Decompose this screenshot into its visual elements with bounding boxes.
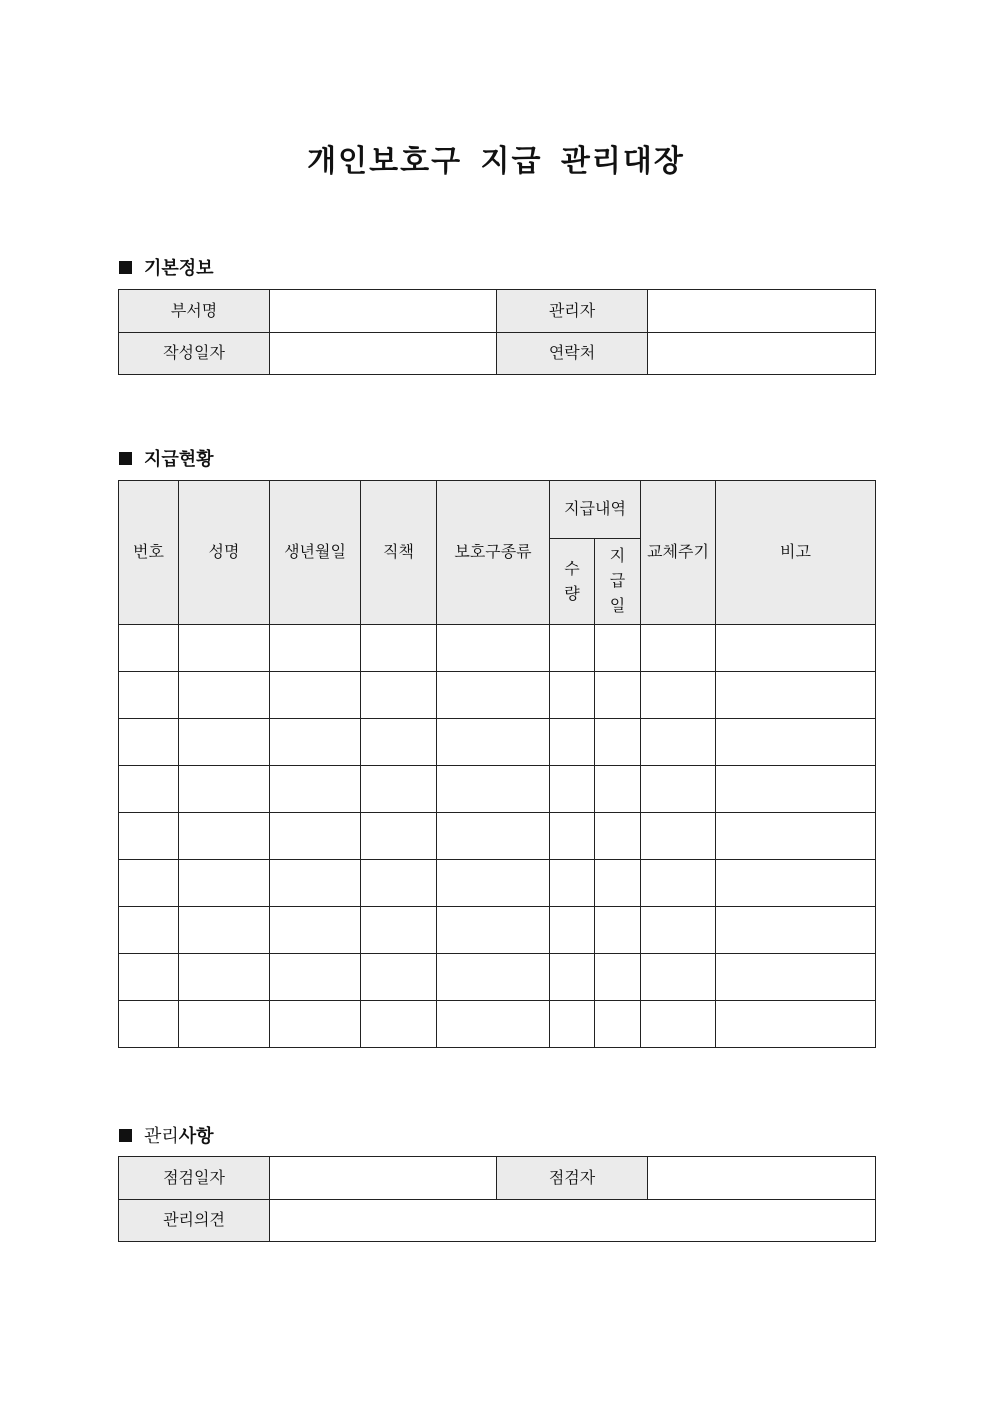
table-cell[interactable] (361, 672, 437, 719)
table-cell[interactable] (179, 1001, 270, 1048)
table-cell[interactable] (179, 907, 270, 954)
inspector-field[interactable] (648, 1157, 876, 1200)
table-cell[interactable] (595, 907, 641, 954)
table-cell[interactable] (361, 766, 437, 813)
table-cell[interactable] (437, 719, 550, 766)
table-cell[interactable] (550, 813, 595, 860)
table-cell[interactable] (179, 954, 270, 1001)
opinion-field[interactable] (270, 1200, 876, 1242)
table-cell[interactable] (716, 719, 876, 766)
table-cell[interactable] (595, 719, 641, 766)
col-birth: 생년월일 (270, 481, 361, 625)
table-cell[interactable] (716, 954, 876, 1001)
basic-info-table (118, 289, 876, 375)
square-bullet-icon (119, 1129, 132, 1142)
table-cell[interactable] (595, 672, 641, 719)
table-row (119, 625, 876, 672)
table-cell[interactable] (270, 1001, 361, 1048)
table-cell[interactable] (361, 719, 437, 766)
table-cell[interactable] (270, 672, 361, 719)
table-cell[interactable] (595, 766, 641, 813)
table-cell[interactable] (119, 813, 179, 860)
table-row (119, 954, 876, 1001)
table-cell[interactable] (119, 860, 179, 907)
supply-heading (119, 445, 214, 471)
table-cell[interactable] (119, 719, 179, 766)
basic-info-heading-text: 기본정보 (144, 258, 214, 279)
table-cell[interactable] (641, 766, 716, 813)
square-bullet-icon (119, 452, 132, 465)
table-cell[interactable] (641, 1001, 716, 1048)
dept-label: 부서명 (119, 290, 270, 333)
table-cell[interactable] (179, 625, 270, 672)
col-qty-text: 수량 (564, 558, 580, 603)
table-cell[interactable] (437, 954, 550, 1001)
table-cell[interactable] (641, 860, 716, 907)
supply-heading-text: 지급현황 (144, 449, 214, 470)
table-row (119, 1001, 876, 1048)
table-cell[interactable] (119, 625, 179, 672)
contact-field[interactable] (648, 333, 876, 375)
table-cell[interactable] (361, 907, 437, 954)
table-cell[interactable] (361, 1001, 437, 1048)
table-cell[interactable] (437, 672, 550, 719)
table-cell[interactable] (437, 907, 550, 954)
table-cell[interactable] (716, 813, 876, 860)
table-cell[interactable] (641, 625, 716, 672)
table-cell[interactable] (595, 813, 641, 860)
check-date-label: 점검일자 (119, 1157, 270, 1200)
table-cell[interactable] (437, 625, 550, 672)
col-name: 성명 (179, 481, 270, 625)
table-cell[interactable] (270, 719, 361, 766)
management-heading (119, 1122, 214, 1148)
table-cell[interactable] (595, 1001, 641, 1048)
table-cell[interactable] (550, 672, 595, 719)
table-cell[interactable] (179, 672, 270, 719)
page-title: 개인보호구 지급 관리대장 (307, 144, 685, 179)
table-cell[interactable] (550, 907, 595, 954)
table-cell[interactable] (716, 672, 876, 719)
table-cell[interactable] (550, 766, 595, 813)
management-heading-text-1: 관리 (144, 1126, 179, 1147)
table-row (119, 766, 876, 813)
table-cell[interactable] (437, 1001, 550, 1048)
opinion-label: 관리의견 (119, 1200, 270, 1242)
table-row (119, 672, 876, 719)
table-cell[interactable] (270, 766, 361, 813)
table-cell[interactable] (595, 625, 641, 672)
col-equip-type: 보호구종류 (437, 481, 550, 625)
table-cell[interactable] (179, 766, 270, 813)
table-cell[interactable] (641, 954, 716, 1001)
table-cell[interactable] (437, 860, 550, 907)
table-cell[interactable] (270, 954, 361, 1001)
col-no: 번호 (119, 481, 179, 625)
table-cell[interactable] (595, 954, 641, 1001)
table-cell[interactable] (361, 954, 437, 1001)
table-cell[interactable] (119, 907, 179, 954)
table-cell[interactable] (270, 813, 361, 860)
basic-info-heading (119, 254, 214, 280)
date-label: 작성일자 (119, 333, 270, 375)
table-cell[interactable] (716, 625, 876, 672)
square-bullet-icon (119, 261, 132, 274)
table-row (119, 719, 876, 766)
table-cell[interactable] (179, 860, 270, 907)
table-cell[interactable] (179, 813, 270, 860)
table-cell[interactable] (641, 813, 716, 860)
table-cell[interactable] (716, 1001, 876, 1048)
supply-table (118, 480, 876, 1048)
table-cell[interactable] (119, 1001, 179, 1048)
col-cycle: 교체주기 (641, 481, 716, 625)
inspector-label: 점검자 (497, 1157, 648, 1200)
table-cell[interactable] (550, 719, 595, 766)
management-table (118, 1156, 876, 1242)
table-cell[interactable] (179, 719, 270, 766)
table-cell[interactable] (641, 907, 716, 954)
table-cell[interactable] (437, 813, 550, 860)
table-cell[interactable] (550, 1001, 595, 1048)
table-cell[interactable] (641, 672, 716, 719)
management-heading-text-2: 사항 (178, 1126, 214, 1147)
table-cell[interactable] (437, 766, 550, 813)
date-field[interactable] (270, 333, 497, 375)
col-date (595, 539, 641, 625)
col-position: 직책 (361, 481, 437, 625)
table-cell[interactable] (119, 954, 179, 1001)
col-note: 비고 (716, 481, 876, 625)
table-cell[interactable] (361, 860, 437, 907)
table-cell[interactable] (550, 625, 595, 672)
supply-table-body (119, 625, 876, 1048)
table-row (119, 860, 876, 907)
table-cell[interactable] (595, 860, 641, 907)
table-cell[interactable] (119, 672, 179, 719)
table-cell[interactable] (550, 860, 595, 907)
table-cell[interactable] (270, 860, 361, 907)
table-cell[interactable] (361, 625, 437, 672)
table-cell[interactable] (270, 907, 361, 954)
check-date-field[interactable] (270, 1157, 497, 1200)
dept-field[interactable] (270, 290, 497, 333)
table-row (119, 907, 876, 954)
col-qty (550, 539, 595, 625)
table-cell[interactable] (716, 766, 876, 813)
manager-label: 관리자 (497, 290, 648, 333)
table-cell[interactable] (550, 954, 595, 1001)
table-cell[interactable] (716, 860, 876, 907)
table-row (119, 813, 876, 860)
col-date-text: 지급일 (609, 546, 626, 615)
manager-field[interactable] (648, 290, 876, 333)
table-cell[interactable] (270, 625, 361, 672)
table-cell[interactable] (119, 766, 179, 813)
col-detail-group: 지급내역 (550, 481, 641, 539)
table-cell[interactable] (641, 719, 716, 766)
table-cell[interactable] (361, 813, 437, 860)
table-cell[interactable] (716, 907, 876, 954)
contact-label: 연락처 (497, 333, 648, 375)
